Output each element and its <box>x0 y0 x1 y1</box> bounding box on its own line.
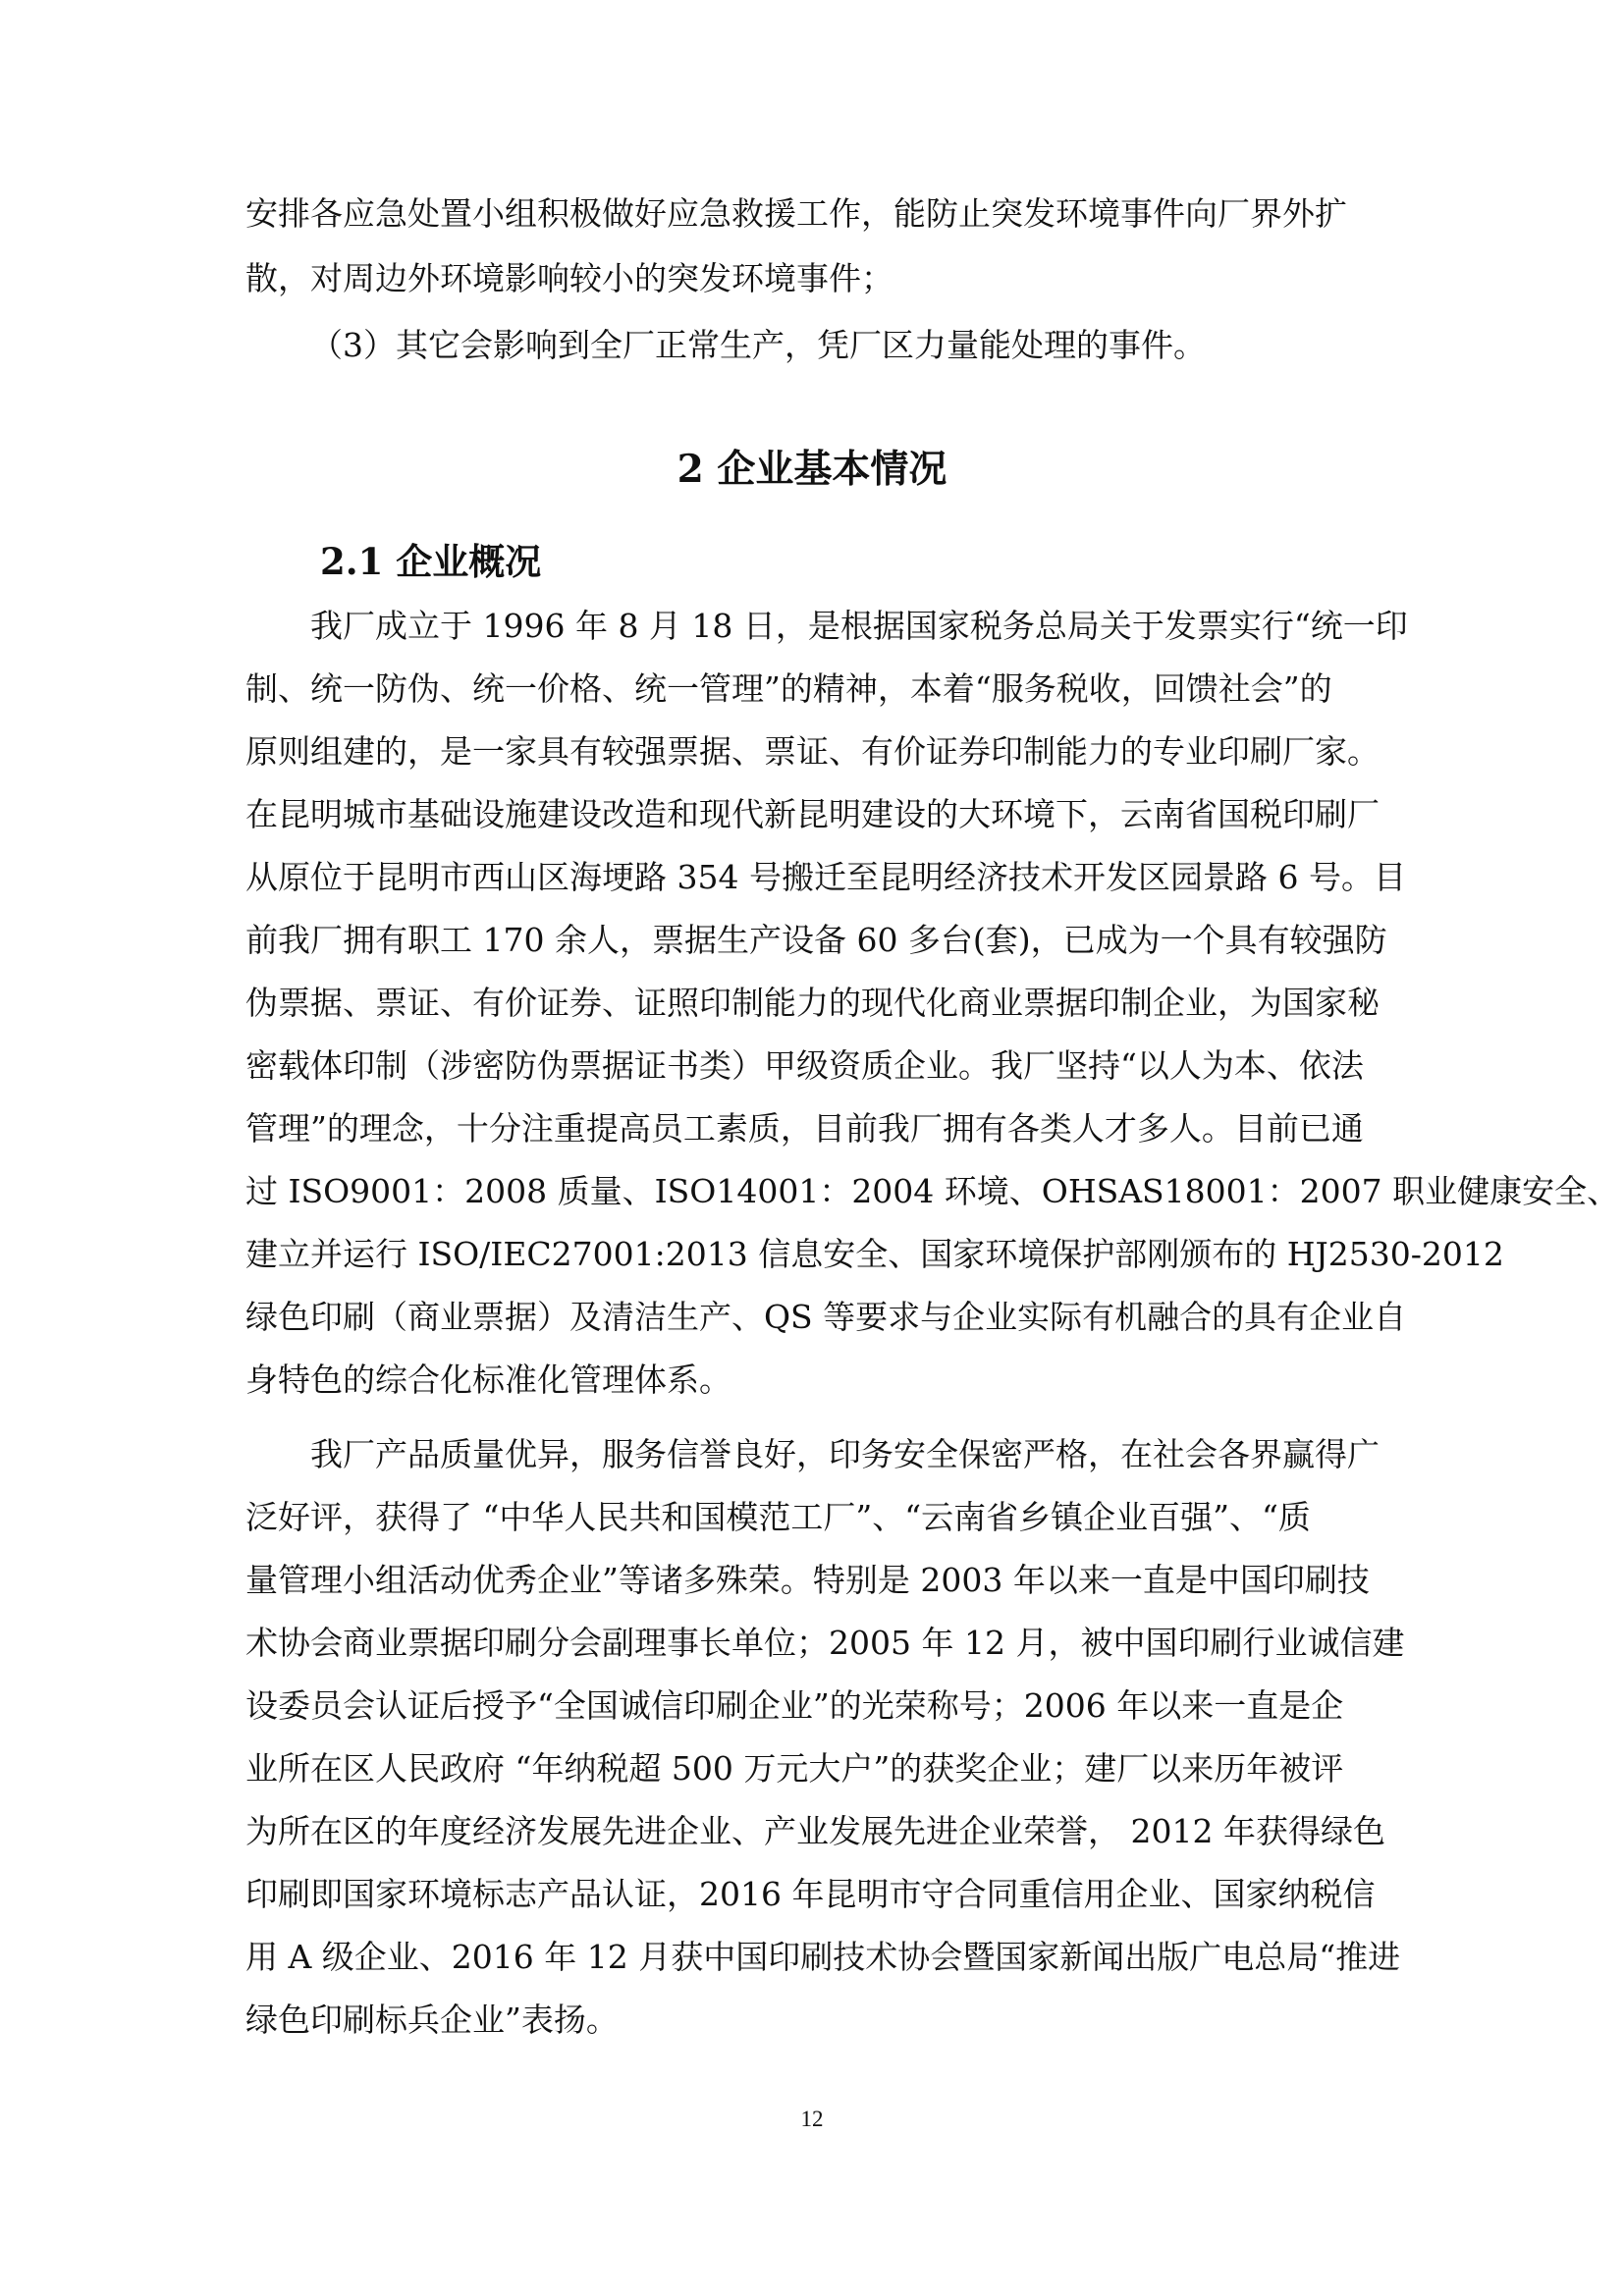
paragraph-line: 身特色的综合化标准化管理体系。 <box>245 1361 731 1399</box>
paragraph-line: 泛好评，获得了 “中华人民共和国模范工厂”、“云南省乡镇企业百强”、“质 <box>245 1498 1311 1536</box>
paragraph-line: 在昆明城市基础设施建设改造和现代新昆明建设的大环境下，云南省国税印刷厂 <box>245 795 1380 833</box>
page-number: 12 <box>800 2107 824 2131</box>
paragraph-line: 建立并运行 ISO/IEC27001:2013 信息安全、国家环境保护部刚颁布的 HJ2530-2012 <box>245 1235 1504 1273</box>
paragraph-line: 制、统一防伪、统一价格、统一管理”的精神，本着“服务税收，回馈社会”的 <box>245 669 1332 708</box>
paragraph-line: 印刷即国家环境标志产品认证，2016 年昆明市守合同重信用企业、国家纳税信 <box>245 1875 1376 1913</box>
chapter-title: 2 企业基本情况 <box>677 447 947 492</box>
paragraph-line: 绿色印刷（商业票据）及清洁生产、QS 等要求与企业实际有机融合的具有企业自 <box>245 1298 1407 1336</box>
intro-line: 散，对周边外环境影响较小的突发环境事件； <box>245 259 893 297</box>
section-title: 2.1 企业概况 <box>320 540 542 583</box>
intro-item-3: （3）其它会影响到全厂正常生产，凭厂区力量能处理的事件。 <box>310 326 1206 364</box>
paragraph-line: 术协会商业票据印刷分会副理事长单位；2005 年 12 月，被中国印刷行业诚信建 <box>245 1624 1405 1662</box>
paragraph-line: 伪票据、票证、有价证券、证照印制能力的现代化商业票据印制企业，为国家秘 <box>245 984 1380 1022</box>
paragraph-line: 我厂产品质量优异，服务信誉良好，印务安全保密严格，在社会各界赢得广 <box>310 1435 1380 1473</box>
intro-line: 安排各应急处置小组积极做好应急救援工作，能防止突发环境事件向厂界外扩 <box>245 194 1347 233</box>
paragraph-line: 业所在区人民政府 “年纳税超 500 万元大户”的获奖企业；建厂以来历年被评 <box>245 1749 1344 1788</box>
paragraph-line: 为所在区的年度经济发展先进企业、产业发展先进企业荣誉， 2012 年获得绿色 <box>245 1812 1385 1850</box>
paragraph-line: 绿色印刷标兵企业”表扬。 <box>245 2001 619 2039</box>
paragraph-line: 用 A 级企业、2016 年 12 月获中国印刷技术协会暨国家新闻出版广电总局“推进 <box>245 1938 1401 1976</box>
paragraph-line: 原则组建的，是一家具有较强票据、票证、有价证券印制能力的专业印刷厂家。 <box>245 732 1380 771</box>
paragraph-line: 设委员会认证后授予“全国诚信印刷企业”的光荣称号；2006 年以来一直是企 <box>245 1686 1344 1725</box>
paragraph-line: 管理”的理念，十分注重提高员工素质，目前我厂拥有各类人才多人。目前已通 <box>245 1109 1364 1148</box>
paragraph-line: 过 ISO9001：2008 质量、ISO14001：2004 环境、OHSAS18001：2007 职业健康安全、 <box>245 1172 1620 1210</box>
paragraph-line: 量管理小组活动优秀企业”等诸多殊荣。特别是 2003 年以来一直是中国印刷技 <box>245 1561 1370 1599</box>
paragraph-line: 从原位于昆明市西山区海埂路 354 号搬迁至昆明经济技术开发区园景路 6 号。目 <box>245 858 1406 896</box>
paragraph-line: 密载体印制（涉密防伪票据证书类）甲级资质企业。我厂坚持“以人为本、依法 <box>245 1046 1364 1085</box>
paragraph-line: 前我厂拥有职工 170 余人，票据生产设备 60 多台(套)，已成为一个具有较强防 <box>245 921 1387 959</box>
paragraph-line: 我厂成立于 1996 年 8 月 18 日，是根据国家税务总局关于发票实行“统一印 <box>310 607 1408 645</box>
